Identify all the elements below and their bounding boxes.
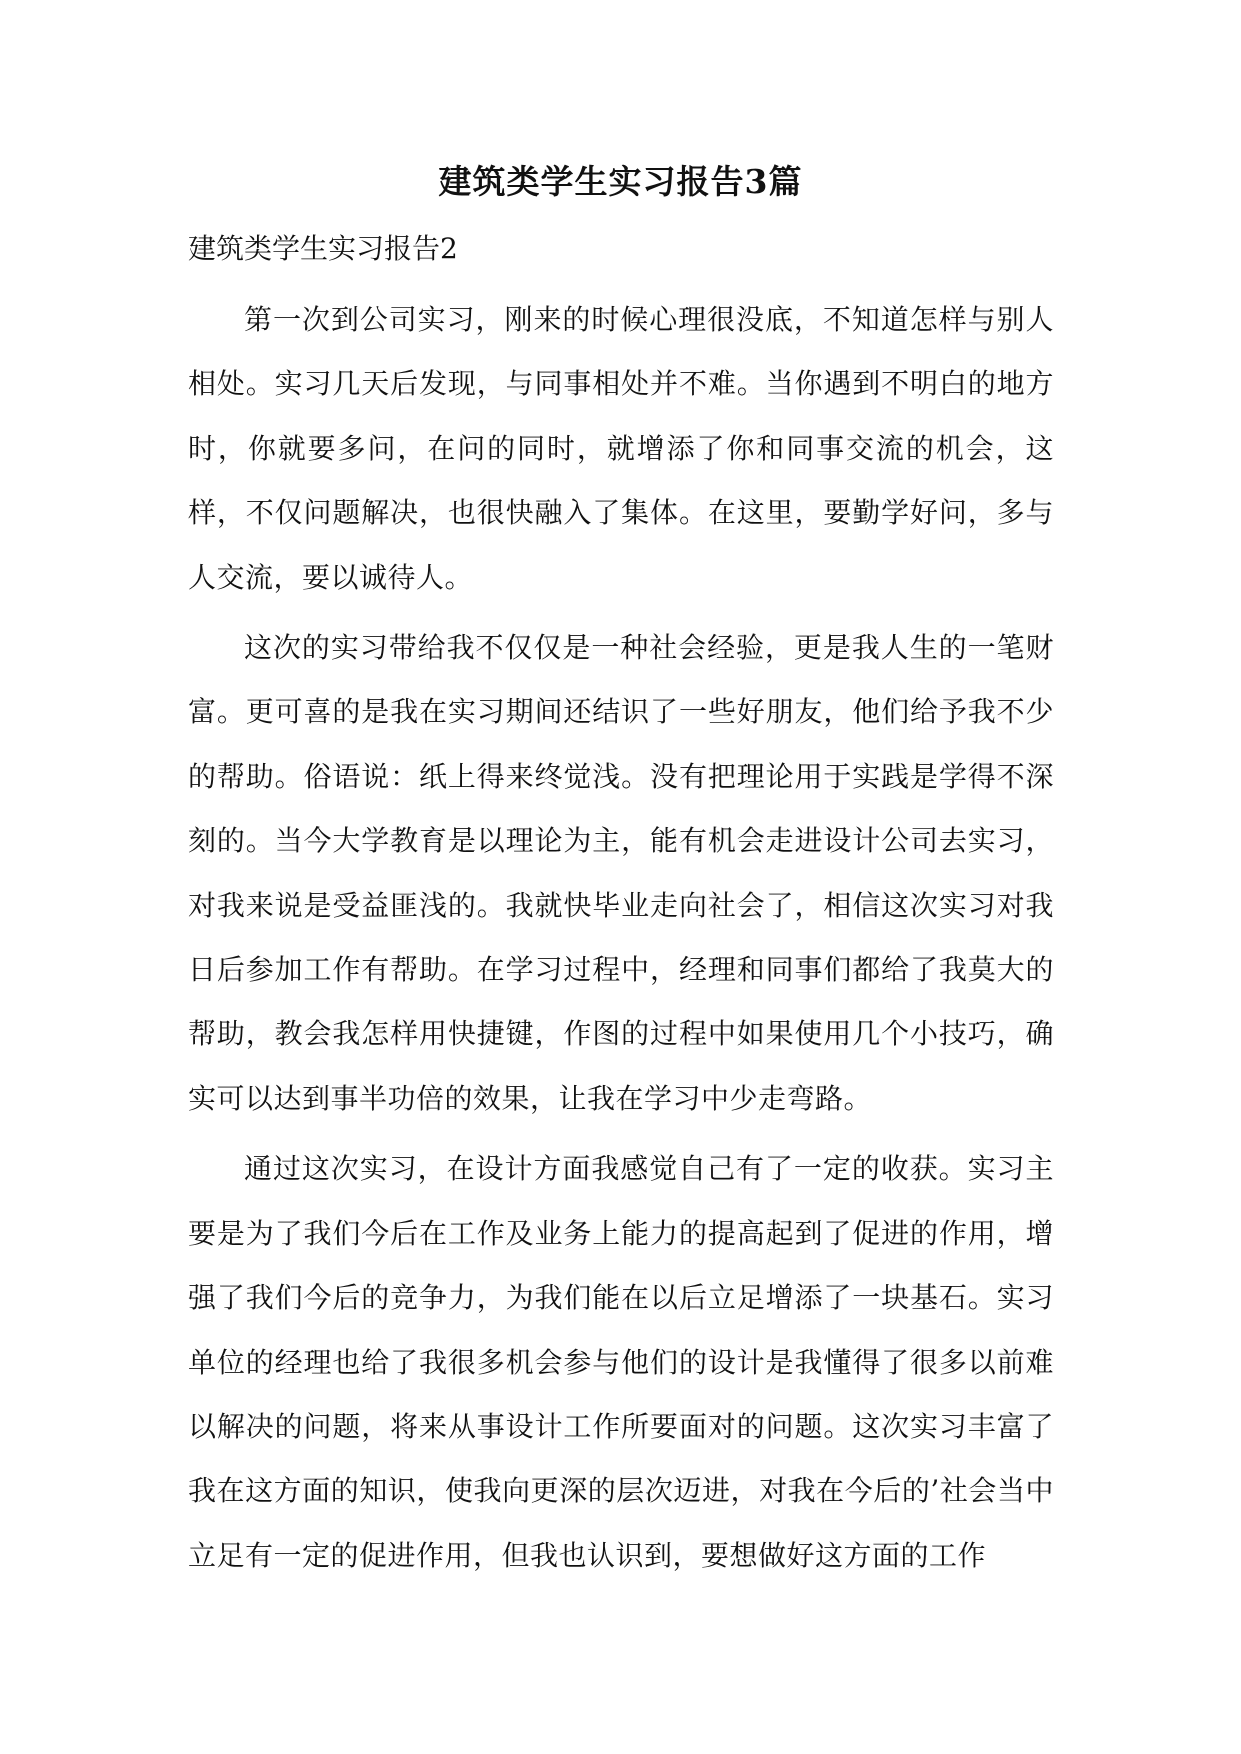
- body-paragraph: 第一次到公司实习，刚来的时候心理很没底，不知道怎样与别人相处。实习几天后发现，与同事相处并不难。当你遇到不明白的地方时，你就要多问，在问的同时，就增添了你和同事交流的机会，这样，不仅问题解决，也很快融入了集体。在这里，要勤学好问，多与人交流，要以诚待人。: [188, 303, 1054, 594]
- body-paragraph: 这次的实习带给我不仅仅是一种社会经验，更是我人生的一笔财富。更可喜的是我在实习期间还结识了一些好朋友，他们给予我不少的帮助。俗语说：纸上得来终觉浅。没有把理论用于实践是学得不深刻的。当今大学教育是以理论为主，能有机会走进设计公司去实习，对我来说是受益匪浅的。我就快毕业走向社会了，相信这次实习对我日后参加工作有帮助。在学习过程中，经理和同事们都给了我莫大的帮助，教会我怎样用快捷键，作图的过程中如果使用几个小技巧，确实可以达到事半功倍的效果，让我在学习中少走弯路。: [188, 631, 1054, 1115]
- document-title: 建筑类学生实习报告3篇: [438, 162, 803, 201]
- document-subtitle: 建筑类学生实习报告2: [188, 232, 458, 265]
- body-paragraph: 通过这次实习，在设计方面我感觉自己有了一定的收获。实习主要是为了我们今后在工作及业务上能力的提高起到了促进的作用，增强了我们今后的竞争力，为我们能在以后立足增添了一块基石。实习单位的经理也给了我很多机会参与他们的设计是我懂得了很多以前难以解决的问题，将来从事设计工作所要面对的问题。这次实习丰富了我在这方面的知识，使我向更深的层次迈进，对我在今后的’社会当中立足有一定的促进作用，但我也认识到，要想做好这方面的工作: [188, 1152, 1054, 1572]
- document-body: [188, 288, 1054, 1594]
